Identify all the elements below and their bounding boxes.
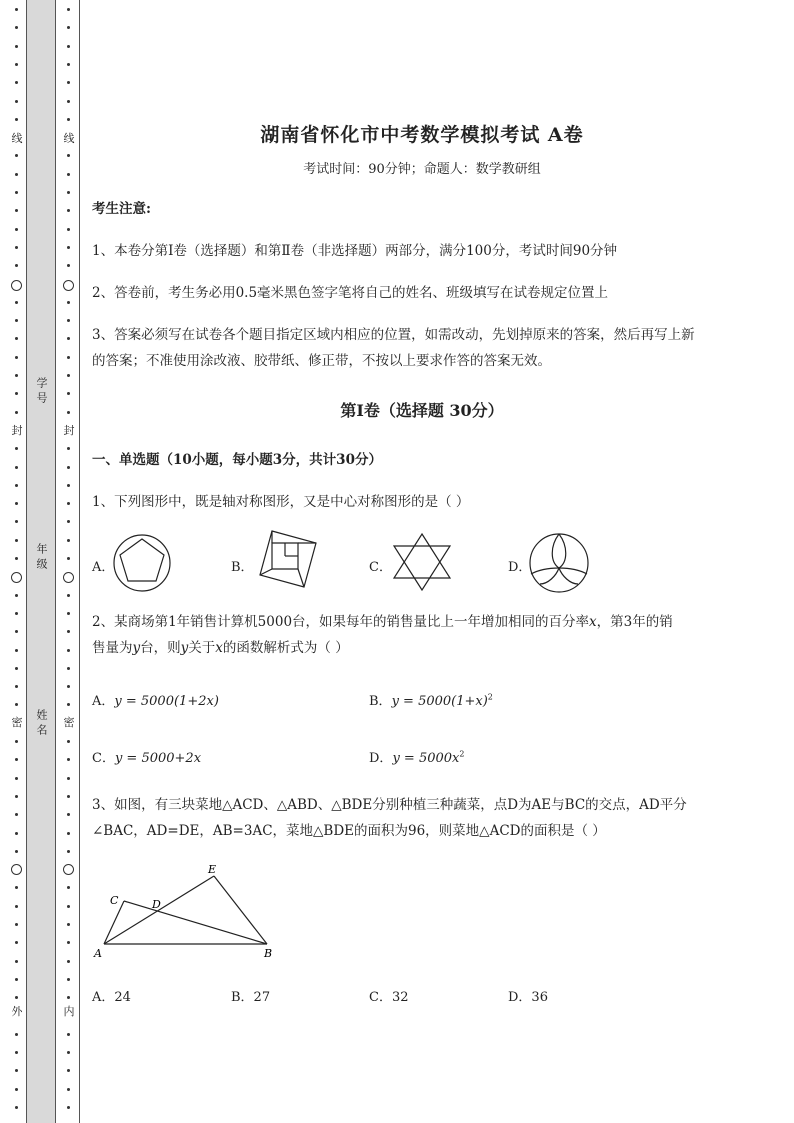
inner-dot xyxy=(67,100,70,103)
outer-dot xyxy=(15,502,18,505)
q2-text-a: 2、某商场第1年销售计算机5000台，如果每年的销售量比上一年增加相同的百分率 xyxy=(92,614,590,630)
inner-dot xyxy=(67,923,70,926)
page-title: 湖南省怀化市中考数学模拟考试 A卷 xyxy=(260,124,584,146)
inner-dot xyxy=(67,758,70,761)
outer-dot xyxy=(15,1088,18,1091)
q2-var-x-2: x xyxy=(215,640,223,656)
notice-item-2: 2、答卷前，考生务必用0.5毫米黑色签字笔将自己的姓名、班级填写在试卷规定位置上 xyxy=(92,285,609,301)
part-heading: 一、单选题（10小题，每小题3分，共计30分） xyxy=(92,452,382,468)
inner-dot xyxy=(67,740,70,743)
outer-dot xyxy=(15,1069,18,1072)
outer-dot xyxy=(15,905,18,908)
q1-figure-d xyxy=(528,532,590,594)
inner-ring-mark xyxy=(63,280,74,291)
outer-dot xyxy=(15,209,18,212)
outer-dot xyxy=(15,63,18,66)
q3-point-c: C xyxy=(110,894,119,907)
outer-dot xyxy=(15,594,18,597)
page-subtitle: 考试时间：90分钟；命题人：数学教研组 xyxy=(303,162,541,177)
outer-seal-char: 线 xyxy=(11,132,23,145)
notice-heading: 考生注意: xyxy=(92,201,151,217)
outer-dot xyxy=(15,374,18,377)
inner-seal-char: 密 xyxy=(63,716,75,729)
q1-label-b: B． xyxy=(231,560,254,575)
q2-var-x: x xyxy=(589,614,597,630)
q3-point-d: D xyxy=(152,898,161,911)
inner-dot xyxy=(67,850,70,853)
outer-dot xyxy=(15,520,18,523)
inner-dot xyxy=(67,777,70,780)
outer-dot xyxy=(15,1033,18,1036)
field-name-label: 姓名 xyxy=(35,709,48,739)
inner-dot xyxy=(67,649,70,652)
inner-seal-char: 封 xyxy=(63,424,75,437)
outer-dot xyxy=(15,319,18,322)
inner-dot xyxy=(67,356,70,359)
q2-option-c xyxy=(92,747,201,766)
inner-dot xyxy=(67,484,70,487)
q2-option-b xyxy=(369,690,493,709)
q2-option-b-expr: y = 5000(1+x) xyxy=(391,694,488,709)
inner-dot xyxy=(67,520,70,523)
outer-dot xyxy=(15,557,18,560)
outer-dot xyxy=(15,813,18,816)
outer-dot xyxy=(15,411,18,414)
inner-dot xyxy=(67,502,70,505)
inner-dot xyxy=(67,191,70,194)
outer-dot xyxy=(15,923,18,926)
inner-dot xyxy=(67,154,70,157)
inner-dot xyxy=(67,905,70,908)
notice-item-3a: 3、答案必须写在试卷各个题目指定区域内相应的位置，如需改动，先划掉原来的答案，然后再写上新 xyxy=(92,327,695,343)
q3-stem-line1: 3、如图，有三块菜地△ACD、△ABD、△BDE分别种植三种蔬菜，点D为AE与BC的交点，AD平分 xyxy=(92,797,687,813)
q2-var-y-2: y xyxy=(180,640,189,656)
inner-dot xyxy=(67,173,70,176)
q3-option-c: C．32 xyxy=(369,990,409,1005)
outer-dot xyxy=(15,740,18,743)
notice-item-1: 1、本卷分第I卷（选择题）和第Ⅱ卷（非选择题）两部分，满分100分，考试时间90分钟 xyxy=(92,243,618,259)
outer-ring-mark xyxy=(11,280,22,291)
q2-option-b-sup: 2 xyxy=(487,692,493,702)
field-grade-label: 年级 xyxy=(35,543,48,573)
inner-dot xyxy=(67,594,70,597)
field-grade xyxy=(27,543,55,573)
outer-dot xyxy=(15,630,18,633)
outer-dot xyxy=(15,356,18,359)
inner-dot xyxy=(67,81,70,84)
field-name xyxy=(27,709,55,739)
q2-option-a-expr: y = 5000(1+2x) xyxy=(114,694,219,709)
outer-dot xyxy=(15,154,18,157)
inner-dot xyxy=(67,1069,70,1072)
field-student-id-label: 学号 xyxy=(35,377,48,407)
inner-dot xyxy=(67,228,70,231)
outer-dot xyxy=(15,886,18,889)
inner-dot xyxy=(67,466,70,469)
q2-stem-line1 xyxy=(92,609,747,635)
inner-dot xyxy=(67,63,70,66)
q3-triangle-figure xyxy=(92,860,282,965)
inner-seal-char: 内 xyxy=(63,1005,75,1018)
inner-seal-char: 线 xyxy=(63,132,75,145)
outer-dot xyxy=(15,612,18,615)
inner-dot xyxy=(67,447,70,450)
field-student-id xyxy=(27,377,55,407)
q2-option-d-sup: 2 xyxy=(459,749,465,759)
inner-dot xyxy=(67,319,70,322)
outer-dot xyxy=(15,447,18,450)
inner-dot xyxy=(67,996,70,999)
notice-item-3b: 的答案；不准使用涂改液、胶带纸、修正带，不按以上要求作答的答案无效。 xyxy=(92,353,551,369)
q3-point-a: A xyxy=(94,947,102,960)
outer-dot xyxy=(15,777,18,780)
outer-dot xyxy=(15,191,18,194)
outer-dot xyxy=(15,960,18,963)
outer-dot xyxy=(15,81,18,84)
outer-dot xyxy=(15,978,18,981)
margin-border xyxy=(79,0,80,1123)
outer-dot xyxy=(15,26,18,29)
q2-option-d-expr: y = 5000x xyxy=(392,751,460,766)
outer-dot xyxy=(15,758,18,761)
outer-dot xyxy=(15,100,18,103)
inner-dot xyxy=(67,832,70,835)
inner-dot xyxy=(67,45,70,48)
inner-dot xyxy=(67,1106,70,1109)
q1-figure-b xyxy=(250,529,320,595)
inner-dot xyxy=(67,1088,70,1091)
outer-dot xyxy=(15,1051,18,1054)
outer-dot xyxy=(15,795,18,798)
inner-dot xyxy=(67,941,70,944)
q1-figure-c xyxy=(390,532,454,594)
outer-ring-mark xyxy=(11,864,22,875)
q3-point-e: E xyxy=(208,863,217,876)
inner-dot xyxy=(67,703,70,706)
outer-ring-mark xyxy=(11,572,22,583)
q3-stem-line2: ∠BAC，AD=DE，AB=3AC，菜地△BDE的面积为96，则菜地△ACD的面积是（ ） xyxy=(92,823,606,839)
outer-dot xyxy=(15,228,18,231)
outer-dot xyxy=(15,118,18,121)
outer-dot xyxy=(15,173,18,176)
inner-dot xyxy=(67,392,70,395)
q2-var-y-1: y xyxy=(132,640,141,656)
outer-dot xyxy=(15,667,18,670)
inner-ring-mark xyxy=(63,864,74,875)
inner-ring-mark xyxy=(63,572,74,583)
outer-dot xyxy=(15,466,18,469)
inner-dot xyxy=(67,685,70,688)
outer-dot xyxy=(15,832,18,835)
inner-dot xyxy=(67,795,70,798)
q2-text-e: 关于 xyxy=(188,640,216,656)
outer-dot xyxy=(15,649,18,652)
inner-dot xyxy=(67,667,70,670)
inner-dot xyxy=(67,978,70,981)
outer-dot xyxy=(15,45,18,48)
q1-label-a: A． xyxy=(92,560,115,575)
outer-seal-char: 密 xyxy=(11,716,23,729)
outer-dot xyxy=(15,996,18,999)
q2-option-d xyxy=(369,747,464,766)
inner-dot-column xyxy=(62,0,76,1123)
inner-dot xyxy=(67,1033,70,1036)
inner-dot xyxy=(67,539,70,542)
inner-dot xyxy=(67,26,70,29)
q2-text-b: ，第3年的销 xyxy=(596,614,673,630)
outer-dot xyxy=(15,337,18,340)
inner-dot xyxy=(67,118,70,121)
outer-dot xyxy=(15,8,18,11)
outer-dot xyxy=(15,539,18,542)
inner-dot xyxy=(67,630,70,633)
inner-dot xyxy=(67,960,70,963)
outer-dot xyxy=(15,301,18,304)
inner-dot xyxy=(67,246,70,249)
q3-point-b: B xyxy=(264,947,273,960)
q2-option-c-expr: y = 5000+2x xyxy=(114,751,202,766)
q2-text-f: 的函数解析式为（ ） xyxy=(222,640,349,656)
inner-dot xyxy=(67,264,70,267)
inner-dot xyxy=(67,612,70,615)
q2-option-a-label: A． xyxy=(92,694,115,709)
inner-dot xyxy=(67,374,70,377)
outer-dot xyxy=(15,1106,18,1109)
q2-option-a xyxy=(92,690,219,709)
outer-dot xyxy=(15,703,18,706)
outer-seal-char: 外 xyxy=(11,1005,23,1018)
inner-dot xyxy=(67,301,70,304)
q3-option-d: D．36 xyxy=(508,990,548,1005)
outer-dot xyxy=(15,685,18,688)
inner-dot xyxy=(67,557,70,560)
q1-stem: 1、下列图形中，既是轴对称图形，又是中心对称图形的是（ ） xyxy=(92,494,470,510)
inner-dot xyxy=(67,886,70,889)
outer-dot xyxy=(15,850,18,853)
q2-option-d-label: D． xyxy=(369,751,393,766)
outer-dot xyxy=(15,264,18,267)
outer-dot xyxy=(15,941,18,944)
q1-figure-a xyxy=(112,533,172,593)
section-title: 第I卷（选择题 30分） xyxy=(340,401,504,420)
inner-dot xyxy=(67,8,70,11)
q2-text-d: 台，则 xyxy=(140,640,181,656)
q2-option-b-label: B． xyxy=(369,694,392,709)
q2-text-c: 售量为 xyxy=(92,640,133,656)
outer-seal-char: 封 xyxy=(11,424,23,437)
q2-stem-line2 xyxy=(92,635,747,661)
inner-dot xyxy=(67,337,70,340)
inner-dot xyxy=(67,813,70,816)
inner-dot xyxy=(67,411,70,414)
outer-dot xyxy=(15,484,18,487)
inner-dot xyxy=(67,209,70,212)
outer-dot-column xyxy=(10,0,24,1123)
q1-label-d: D． xyxy=(508,560,532,575)
q1-label-c: C． xyxy=(369,560,392,575)
student-info-strip xyxy=(26,0,56,1123)
outer-dot xyxy=(15,392,18,395)
inner-dot xyxy=(67,1051,70,1054)
q2-option-c-label: C． xyxy=(92,751,115,766)
q3-option-b: B．27 xyxy=(231,990,271,1005)
q3-option-a: A．24 xyxy=(92,990,131,1005)
outer-dot xyxy=(15,246,18,249)
